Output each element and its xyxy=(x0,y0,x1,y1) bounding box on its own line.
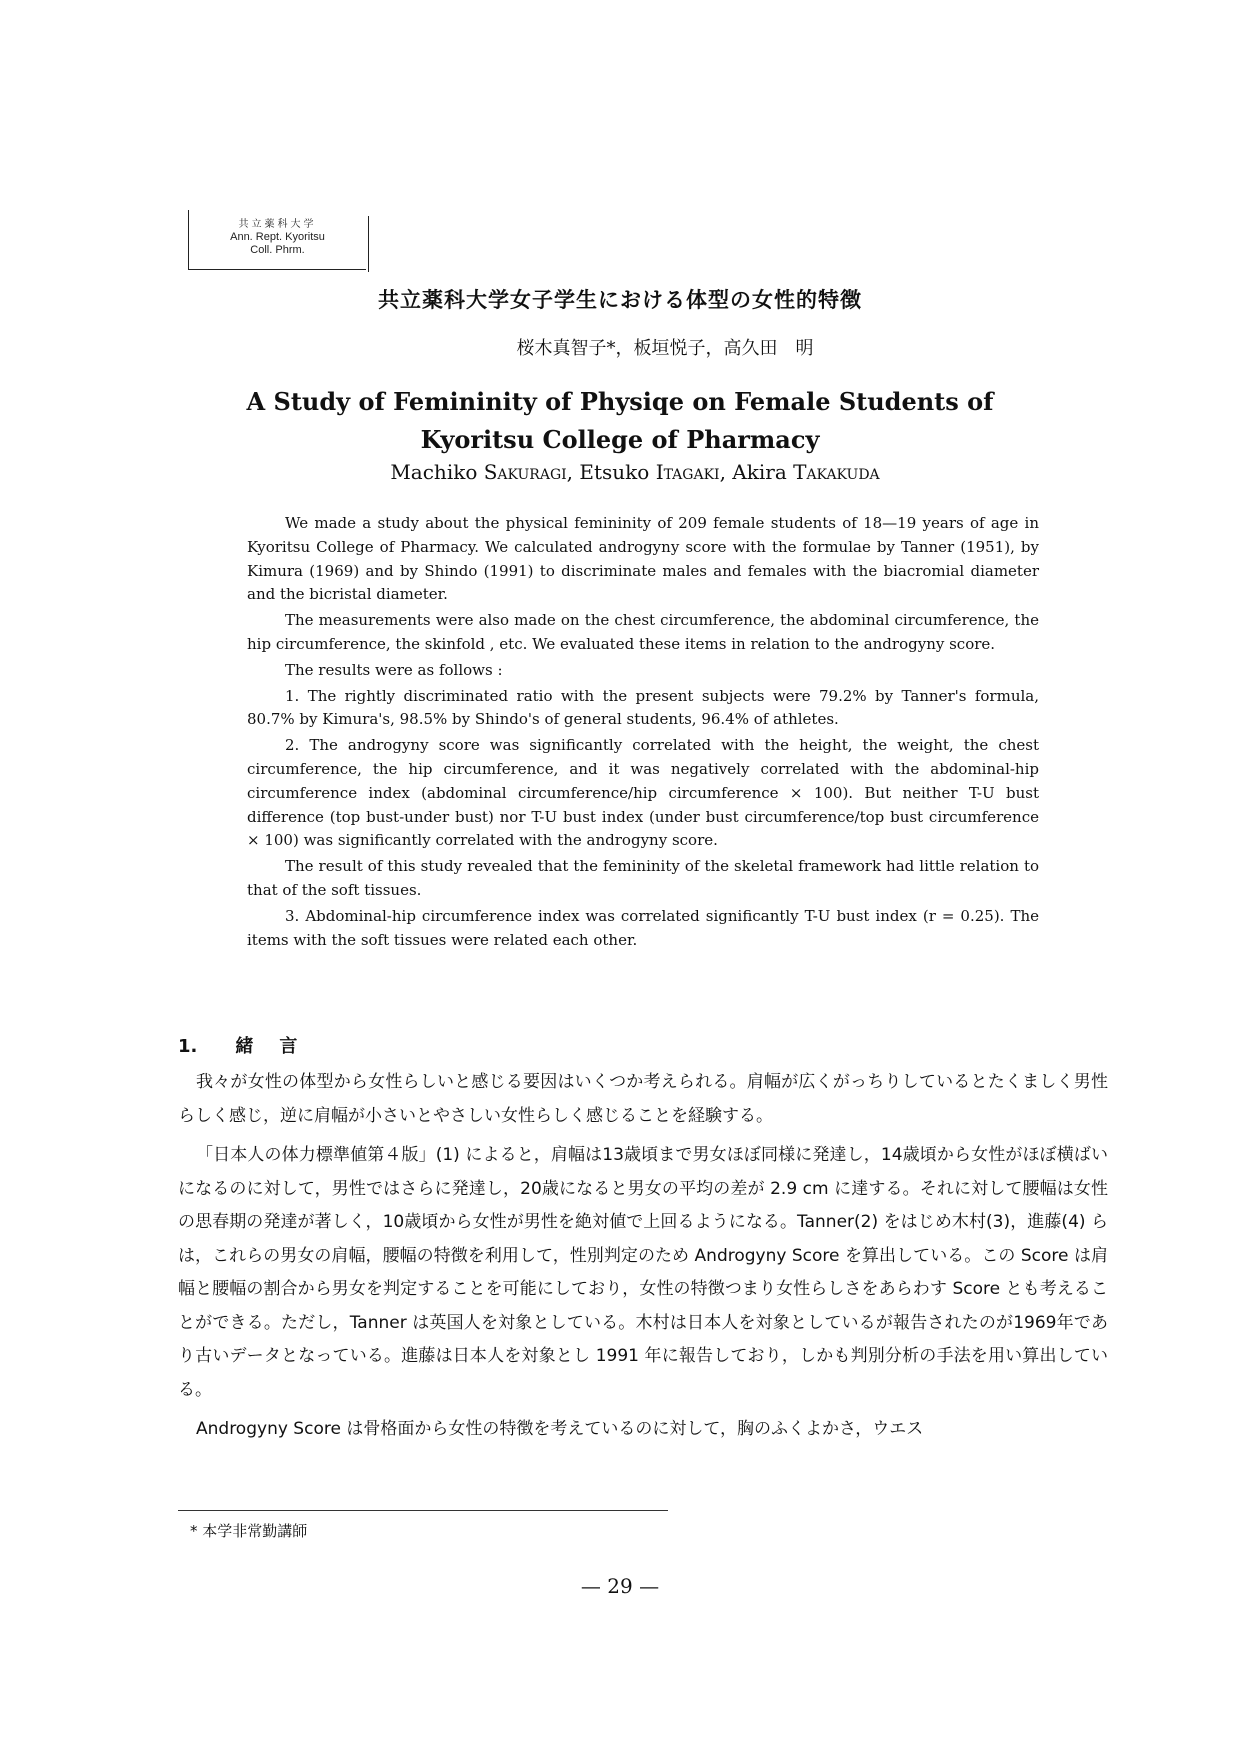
body-paragraph-1: 我々が女性の体型から女性らしいと感じる要因はいくつか考えられる。肩幅が広くがっちりしているとたくましく男性らしく感じ，逆に肩幅が小さいとやさしい女性らしく感じることを経験する。 xyxy=(178,1072,1108,1126)
abstract-result-1: 1. The rightly discriminated ratio with the present subjects were 79.2% by Tanner's formula, 80.7% by Kimura's, 98.5% by Shindo's of general students, 96.4% of athletes. xyxy=(247,686,1039,729)
journal-citation-box xyxy=(188,210,366,270)
body-paragraph-3: Androgyny Score は骨格面から女性の特徴を考えているのに対して，胸のふくよかさ，ウエス xyxy=(196,1419,924,1439)
authors-english: Machiko Sakuragi, Etsuko Itagaki, Akira Takakuda xyxy=(390,460,880,484)
page-number: — 29 — xyxy=(580,1574,660,1598)
title-english-line1: A Study of Femininity of Physiqe on Female Students of xyxy=(246,387,994,416)
footnote-divider xyxy=(178,1510,668,1511)
author3-first-name: Akira xyxy=(732,460,787,484)
journal-box-line1: 共立薬科大学 xyxy=(238,219,317,230)
title-japanese: 共立薬科大学女子学生における体型の女性的特徴 xyxy=(378,288,862,312)
body-text xyxy=(178,1066,1108,1453)
footnote: * 本学非常勤講師 xyxy=(190,1522,308,1540)
title-english xyxy=(0,383,1240,459)
author3-last-name: Takakuda xyxy=(793,460,880,484)
authors-japanese: 桜木真智子*，板垣悦子，高久田 明 xyxy=(516,338,814,359)
abstract xyxy=(247,512,1039,954)
abstract-result-2: 2. The androgyny score was significantly correlated with the height, the weight, the chest circumference, the hip circumference, and it was negatively correlated with the abdominal-hip circumference index (abdominal circumference/hip circumference × 100). But neither T-U bust difference (top bust-under bust) nor T-U bust index (under bust circumference/top bust circumference × 100) was significantly correlated with the androgyny score. xyxy=(247,736,1039,850)
body-paragraph-2: 「日本人の体力標準値第４版」(1) によると，肩幅は13歳頃まで男女ほぼ同様に発達し，14歳頃から女性がほぼ横ばいになるのに対して，男性ではさらに発達し，20歳になると男女の平均の差が 2.9 cm に達する。それに対して腰幅は女性の思春期の発達が著しく，10歳頃から女性が男性を絶対値で上回るようになる。Tanner(2) をはじめ木村(3)，進藤(4) らは，これらの男女の肩幅，腰幅の特徴を利用して，性別判定のため Androgyny Score を算出している。この Score は肩幅と腰幅の割合から男女を判定することを可能にしており，女性の特徴つまり女性らしさをあらわす Score とも考えることができる。ただし，Tanner は英国人を対象としている。木村は日本人を対象としているが報告されたのが1969年であり古いデータとなっている。進藤は日本人を対象とし 1991 年に報告しており，しかも判別分析の手法を用い算出している。 xyxy=(178,1145,1108,1400)
section-title: 緒言 xyxy=(235,1036,324,1057)
abstract-paragraph-1: We made a study about the physical femininity of 209 female students of 18—19 years of age in Kyoritsu College of Pharmacy. We calculated androgyny score with the formulae by Tanner (1951), by Kimura (1969) and by Shindo (1991) to discriminate males and females with the biacromial diameter and the bicristal diameter. xyxy=(247,514,1039,604)
section-number: 1. xyxy=(178,1036,198,1057)
author2-last-name: Itagaki xyxy=(655,460,720,484)
title-english-line2: Kyoritsu College of Pharmacy xyxy=(420,425,820,454)
author1-last-name: Sakuragi xyxy=(483,460,567,484)
abstract-result-3: 3. Abdominal-hip circumference index was correlated significantly T-U bust index (r = 0.25). The items with the soft tissues were related each other. xyxy=(247,906,1039,949)
journal-box-line2: Ann. Rept. Kyoritsu xyxy=(230,231,325,243)
abstract-paragraph-2: The measurements were also made on the chest circumference, the abdominal circumference, the hip circumference, the skinfold , etc. We evaluated these items in relation to the androgyny score. xyxy=(247,611,1039,653)
author1-first-name: Machiko xyxy=(390,460,478,484)
journal-box-line3: Coll. Phrm. xyxy=(250,244,305,256)
abstract-paragraph-6: The result of this study revealed that the femininity of the skeletal framework had little relation to that of the soft tissues. xyxy=(247,857,1039,899)
author2-first-name: Etsuko xyxy=(579,460,650,484)
section-heading-introduction xyxy=(178,1032,323,1058)
abstract-paragraph-3: The results were as follows : xyxy=(285,660,503,679)
